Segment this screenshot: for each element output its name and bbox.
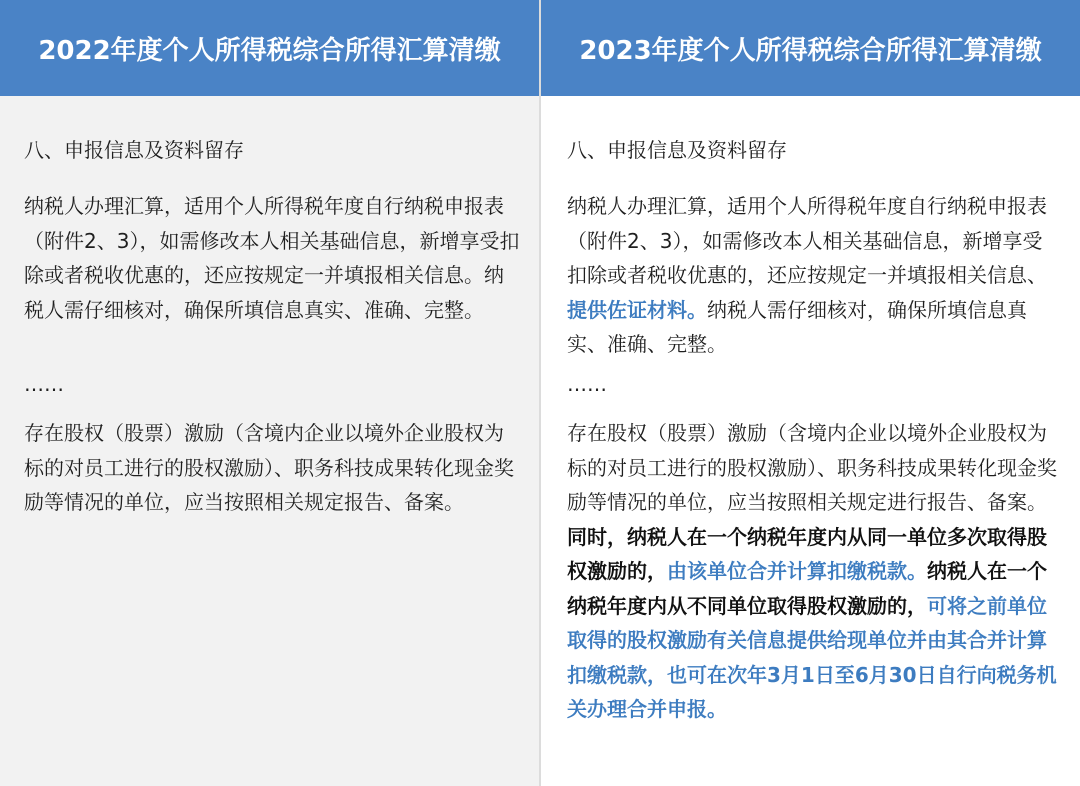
ellipsis-2022: …… (24, 372, 64, 396)
section-title-2023: 八、申报信息及资料留存 (567, 138, 787, 162)
header-2022: 2022年度个人所得税综合所得汇算清缴 (0, 0, 539, 96)
paragraph-2-highlight-2: 可将之前单位取得的股权激励有关信息提供给现单位并由其合并计算扣缴税款，也可在次年3月1日至6月30日自行向税务机关办理合并申报。 (567, 593, 1057, 721)
paragraph-1-text-a: 纳税人办理汇算，适用个人所得税年度自行纳税申报表（附件2、3），如需修改本人相关基础信息，新增享受扣除或者税收优惠的，还应按规定一并填报相关信息、 (567, 194, 1047, 287)
paragraph-2-text-a: 存在股权（股票）激励（含境内企业以境外企业股权为标的对员工进行的股权激励）、职务科技成果转化现金奖励等情况的单位，应当按照相关规定进行报告、备案。 (567, 421, 1057, 514)
ellipsis-2023: …… (567, 372, 607, 396)
section-title-2022: 八、申报信息及资料留存 (24, 138, 244, 162)
paragraph-2-2023 (567, 416, 1061, 727)
paragraph-1-text-b: 纳税人需仔细核对，确保所填信息真实、准确、完整。 (567, 297, 1027, 356)
paragraph-2-bold-2: 纳税人在一个纳税年度内从不同单位取得股权激励的， (567, 559, 1047, 618)
header-2023: 2023年度个人所得税综合所得汇算清缴 (541, 0, 1080, 96)
paragraph-1-2022: 纳税人办理汇算，适用个人所得税年度自行纳税申报表（附件2、3），如需修改本人相关基础信息，新增享受扣除或者税收优惠的，还应按规定一并填报相关信息。纳税人需仔细核对，确保所填信息真实、准确、完整。 (24, 194, 520, 322)
column-2022 (0, 96, 539, 786)
column-2023 (541, 96, 1080, 786)
paragraph-2-2022: 存在股权（股票）激励（含境内企业以境外企业股权为标的对员工进行的股权激励）、职务科技成果转化现金奖励等情况的单位，应当按照相关规定报告、备案。 (24, 421, 514, 514)
paragraph-1-2023 (567, 189, 1061, 362)
paragraph-1-highlight: 提供佐证材料。 (567, 297, 707, 322)
paragraph-2-bold-1: 同时，纳税人在一个纳税年度内从同一单位多次取得股权激励的， (567, 524, 1047, 583)
paragraph-2-highlight-1: 由该单位合并计算扣缴税款。 (667, 559, 927, 583)
